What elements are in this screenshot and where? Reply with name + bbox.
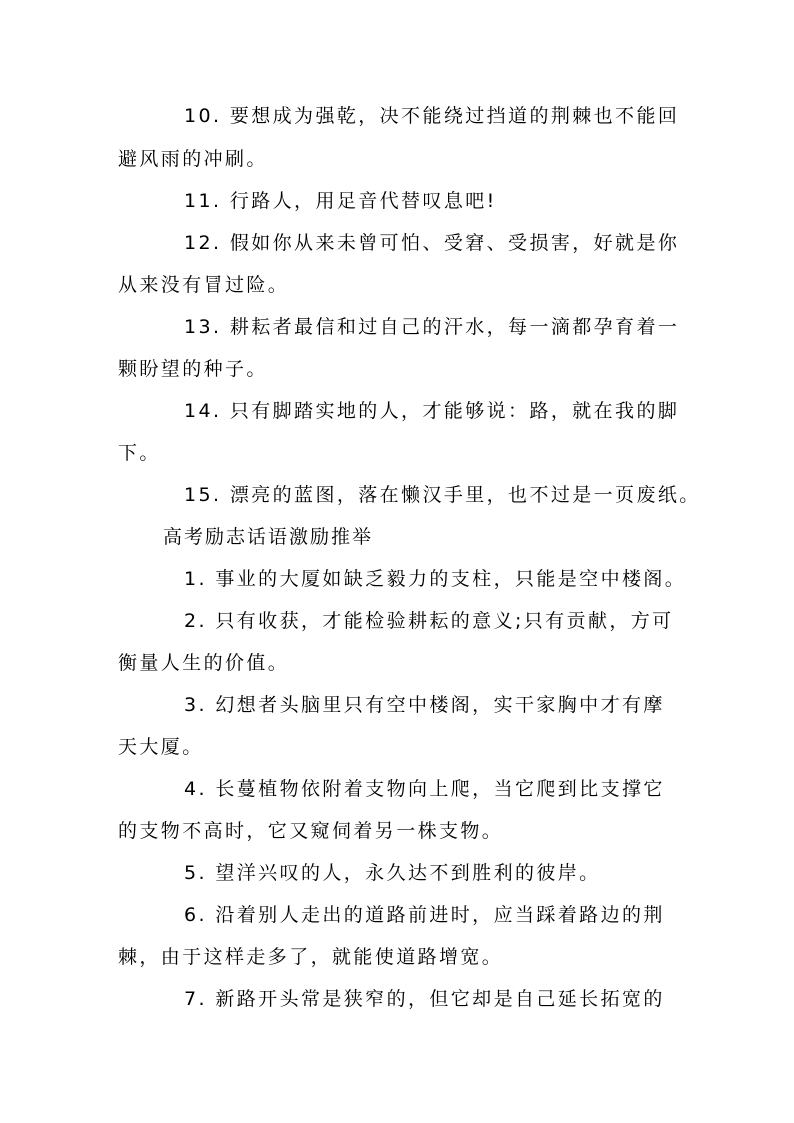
paragraph-line: 衡量人生的价值。: [118, 652, 290, 674]
paragraph-line: 下。: [118, 442, 161, 464]
paragraph-line: 颗盼望的种子。: [118, 358, 268, 380]
paragraph-line: 4. 长蔓植物依附着支物向上爬，当它爬到比支撑它: [184, 778, 665, 800]
paragraph-line: 12. 假如你从来未曾可怕、受窘、受损害，好就是你: [184, 232, 680, 254]
paragraph-line: 避风雨的冲刷。: [118, 148, 268, 170]
paragraph-line: 天大厦。: [118, 736, 204, 758]
paragraph-line: 15. 漂亮的蓝图，落在懒汉手里，也不过是一页废纸。: [184, 484, 701, 506]
paragraph-line: 14. 只有脚踏实地的人，才能够说：路，就在我的脚: [184, 400, 680, 422]
paragraph-line: 1. 事业的大厦如缺乏毅力的支柱，只能是空中楼阁。: [184, 568, 687, 590]
paragraph-line: 10. 要想成为强乾，决不能绕过挡道的荆棘也不能回: [184, 105, 680, 127]
section-heading: 高考励志话语激励推举: [163, 526, 374, 548]
paragraph-line: 棘，由于这样走多了，就能使道路增宽。: [118, 946, 504, 968]
paragraph-line: 的支物不高时，它又窥伺着另一株支物。: [118, 820, 504, 842]
paragraph-line: 2. 只有收获，才能检验耕耘的意义;只有贡献，方可: [184, 610, 674, 632]
paragraph-line: 6. 沿着别人走出的道路前进时，应当踩着路边的荆: [184, 904, 665, 926]
paragraph-line: 从来没有冒过险。: [118, 274, 290, 296]
paragraph-line: 11. 行路人，用足音代替叹息吧!: [184, 190, 497, 212]
paragraph-line: 5. 望洋兴叹的人，永久达不到胜利的彼岸。: [184, 862, 601, 884]
paragraph-line: 3. 幻想者头脑里只有空中楼阁，实干家胸中才有摩: [184, 694, 665, 716]
paragraph-line: 7. 新路开头常是狭窄的，但它却是自己延长拓宽的: [184, 988, 665, 1010]
paragraph-line: 13. 耕耘者最信和过自己的汗水，每一滴都孕育着一: [184, 316, 680, 338]
